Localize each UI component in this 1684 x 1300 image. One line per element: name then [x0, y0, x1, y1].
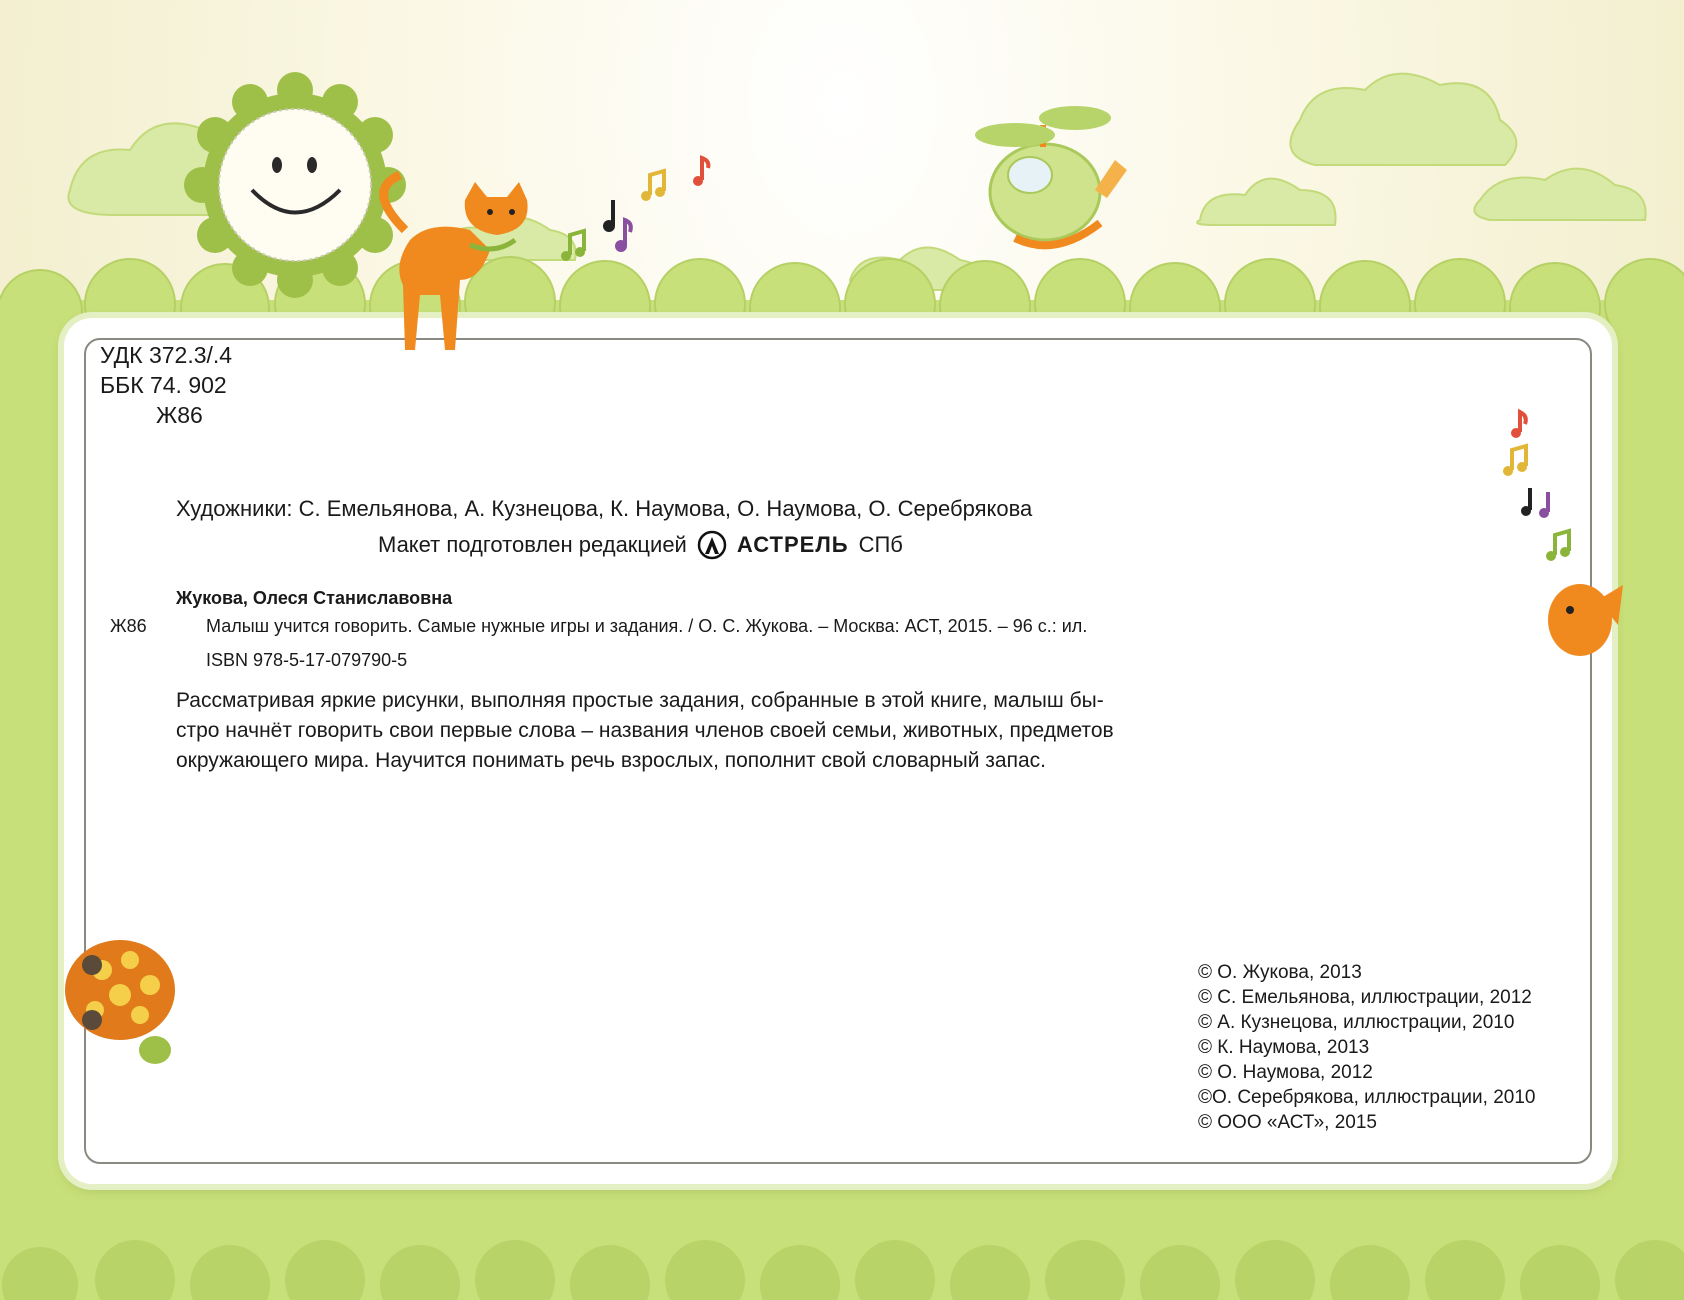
abstract-line: Рассматривая яркие рисунки, выполняя простые задания, собранные в этой книге, малыш бы- [176, 689, 1104, 712]
publisher-line [378, 530, 903, 560]
sun-icon [184, 72, 406, 298]
record-code: Ж86 [110, 616, 147, 636]
copyright-line: © ООО «АСТ», 2015 [1198, 1112, 1377, 1133]
publisher-brand: АСТРЕЛЬ [736, 532, 849, 557]
udk-code: УДК 372.3/.4 [100, 342, 233, 368]
artists-line: Художники: С. Емельянова, А. Кузнецова, К. Наумова, О. Наумова, О. Серебрякова [176, 496, 1033, 521]
copyright-line: © О. Жукова, 2013 [1198, 962, 1362, 983]
abstract-line: стро начнёт говорить свои первые слова – названия членов своей семьи, животных, предметов [176, 719, 1114, 742]
copyright-line: © О. Наумова, 2012 [1198, 1062, 1373, 1083]
catalog-block [100, 340, 232, 430]
abstract [176, 686, 1256, 776]
abstract-line: окружающего мира. Научится понимать речь взрослых, пополнит свой словарный запас. [176, 749, 1046, 772]
publisher-prefix: Макет подготовлен редакцией [378, 532, 687, 557]
copyright-line: © А. Кузнецова, иллюстрации, 2010 [1198, 1012, 1515, 1033]
bbk-code: ББК 74. 902 [100, 372, 227, 398]
publisher-brand-suffix: СПб [858, 532, 903, 557]
copyright-line: © С. Емельянова, иллюстрации, 2012 [1198, 987, 1532, 1008]
turtle-icon [65, 940, 175, 1064]
astrel-logo-icon [697, 530, 727, 560]
copyright-block [1198, 960, 1535, 1135]
record-isbn: ISBN 978-5-17-079790-5 [206, 650, 408, 670]
author-mark: Ж86 [156, 402, 203, 428]
copyright-line: ©О. Серебрякова, иллюстрации, 2010 [1198, 1087, 1536, 1108]
fish-icon [1548, 584, 1623, 656]
record-title: Малыш учится говорить. Самые нужные игры и задания. / О. С. Жукова. – Москва: АСТ, 2015. – 96 с.: ил. [206, 616, 1088, 636]
helicopter-icon [975, 106, 1127, 245]
cat-icon [384, 175, 528, 350]
copyright-line: © К. Наумова, 2013 [1198, 1037, 1370, 1058]
record-author: Жукова, Олеся Станиславовна [176, 588, 453, 608]
